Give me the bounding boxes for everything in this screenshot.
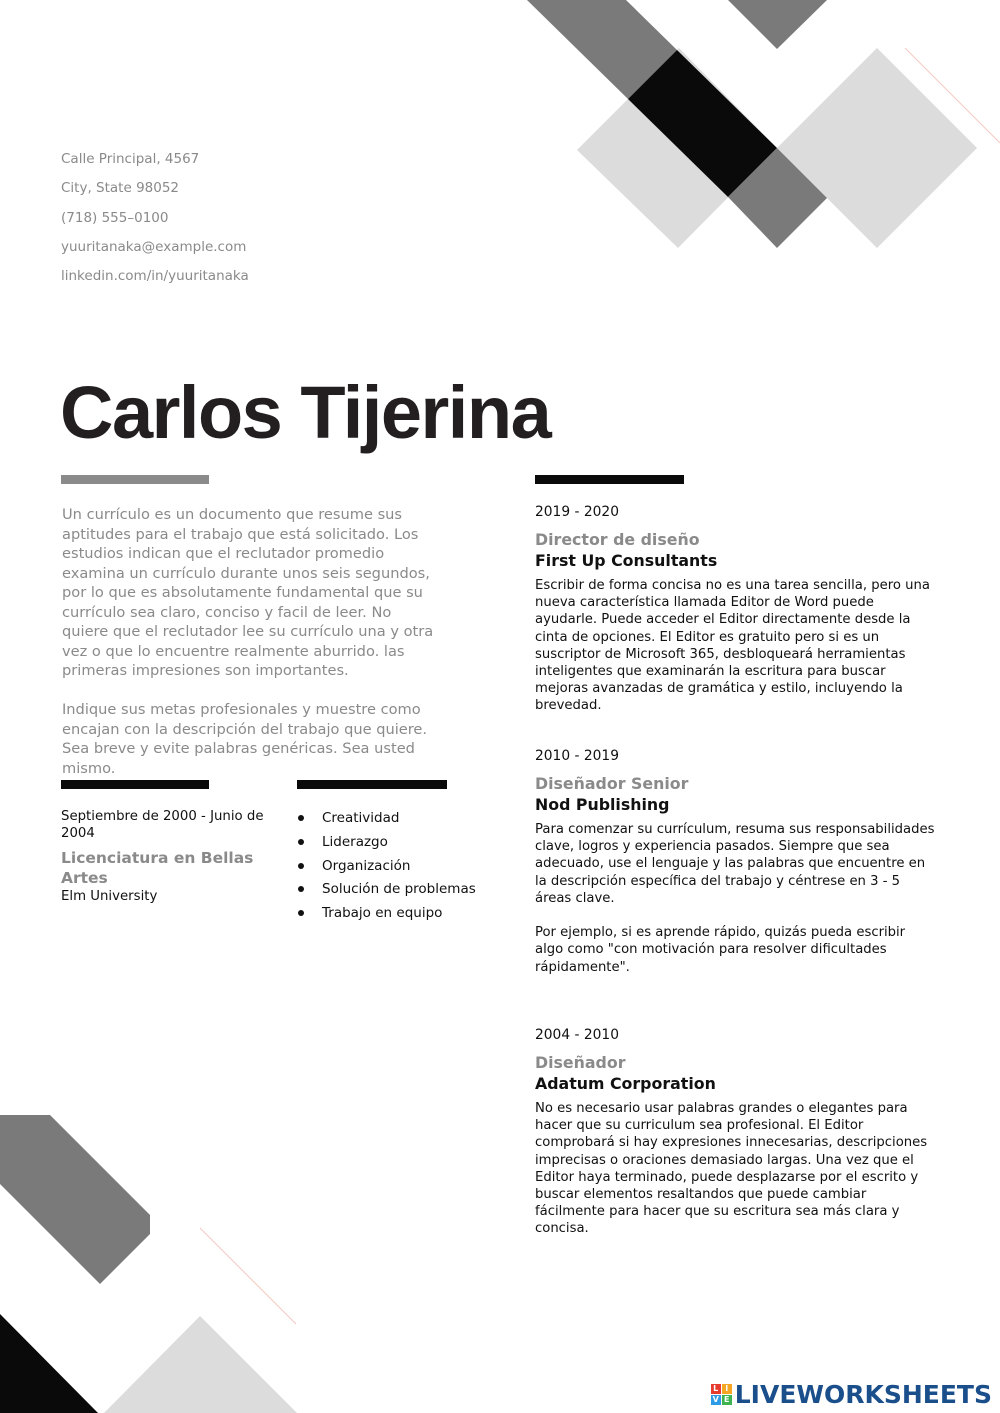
skills-list <box>298 808 476 927</box>
skill-item: Creatividad <box>298 808 476 832</box>
liveworksheets-wordmark: LIVEWORKSHEETS <box>734 1380 992 1409</box>
education-section <box>61 809 286 905</box>
job-role: Diseñador Senior <box>535 774 689 793</box>
experience-entry <box>535 747 935 993</box>
job-role: Director de diseño <box>535 530 700 549</box>
deco-triangle-light <box>104 1316 297 1413</box>
job-role: Diseñador <box>535 1053 626 1072</box>
job-description-paragraph: No es necesario usar palabras grandes o elegantes para hacer que su curriculum sea profesional. El Editor comprobará si hay expresiones innecesarias, descripciones imprecisas o oraciones demasiado largas. Una vez que el Editor haya terminado, puede desplazarse por el escrito y buscar elementos resaltandos que puede cambiar fácilmente para hacer que su escritura sea más clara y concisa. <box>535 1101 928 1237</box>
job-description-paragraph: Por ejemplo, si es aprende rápido, quizás pueda escribir algo como "con motivación para resolver dificultades rápidamente". <box>535 925 906 975</box>
job-description <box>535 1100 935 1238</box>
skill-item: Liderazgo <box>298 832 476 856</box>
experience-divider <box>535 475 684 484</box>
job-description <box>535 821 935 976</box>
logo-letter: L <box>711 1384 721 1394</box>
skill-item: Organización <box>298 856 476 880</box>
contact-email: yuuritanaka@example.com <box>61 238 247 255</box>
experience-entry <box>535 503 935 732</box>
job-period: 2004 - 2010 <box>535 1027 619 1043</box>
logo-letter: V <box>712 1395 719 1404</box>
job-description-paragraph: Para comenzar su currículum, resuma sus responsabilidades clave, logros y experiencia pasados. Siempre que sea adecuado, use el lenguaje y las palabras que encuentre en la descripción específica del trabajo y céntrese en 3 - 5 áreas clave. <box>535 822 935 906</box>
job-description <box>535 577 935 715</box>
summary-paragraph: Indique sus metas profesionales y muestre como encajan con la descripción del trabajo que quiere. Sea breve y evite palabras genéricas. Sea usted mismo. <box>62 701 428 777</box>
education-school: Elm University <box>61 889 158 904</box>
job-period: 2019 - 2020 <box>535 504 619 520</box>
education-dates: Septiembre de 2000 - Junio de 2004 <box>61 809 264 841</box>
summary-divider <box>61 475 209 484</box>
deco-thin-line-bottom <box>200 1228 296 1324</box>
contact-phone: (718) 555–0100 <box>61 209 169 226</box>
job-company: Adatum Corporation <box>535 1074 716 1093</box>
contact-address: Calle Principal, 4567 <box>61 151 200 167</box>
deco-band-gray-bottom-left <box>0 1115 150 1284</box>
summary-paragraph: Un currículo es un documento que resume sus aptitudes para el trabajo que está solicitado. Los estudios indican que el reclutador promedio examina un currículo durante unos seis segundos, por lo que es absolutamente fundamental que su currículo sea claro, conciso y facil de leer. No quiere que el reclutador lee su currículo una y otra vez o que lo encuentre realmente aburrido. las primeras impresiones son importantes. <box>62 506 434 679</box>
deco-triangle-top <box>728 0 827 49</box>
skill-item: Solución de problemas <box>298 879 476 903</box>
contact-city: City, State 98052 <box>61 180 180 197</box>
liveworksheets-logo <box>711 1380 992 1409</box>
job-company: First Up Consultants <box>535 551 718 570</box>
education-degree: Licenciatura en Bellas Artes <box>61 849 254 887</box>
contact-linkedin: linkedin.com/in/yuuritanaka <box>61 268 249 285</box>
deco-triangle-black <box>0 1314 98 1413</box>
contact-info <box>61 148 249 294</box>
experience-entry <box>535 1026 935 1255</box>
liveworksheets-logo-icon <box>711 1384 732 1405</box>
summary-section <box>62 505 442 798</box>
skill-item: Trabajo en equipo <box>298 903 476 927</box>
job-company: Nod Publishing <box>535 795 670 814</box>
job-description-paragraph: Escribir de forma concisa no es una tarea sencilla, pero una nueva característica llamada Editor de Word puede ayudarle. Puede acceder el Editor directamente desde la cinta de opciones. El Editor es gratuito pero si es un suscriptor de Microsoft 365, desbloqueará herramientas inteligentes que examinarán la escritura para buscar mejoras avanzadas de gramática y estilo, incluyendo la brevedad. <box>535 578 930 714</box>
person-name: Carlos Tijerina <box>60 371 551 454</box>
logo-letter: E <box>722 1395 732 1405</box>
job-period: 2010 - 2019 <box>535 748 619 764</box>
logo-letter: I <box>722 1384 732 1394</box>
